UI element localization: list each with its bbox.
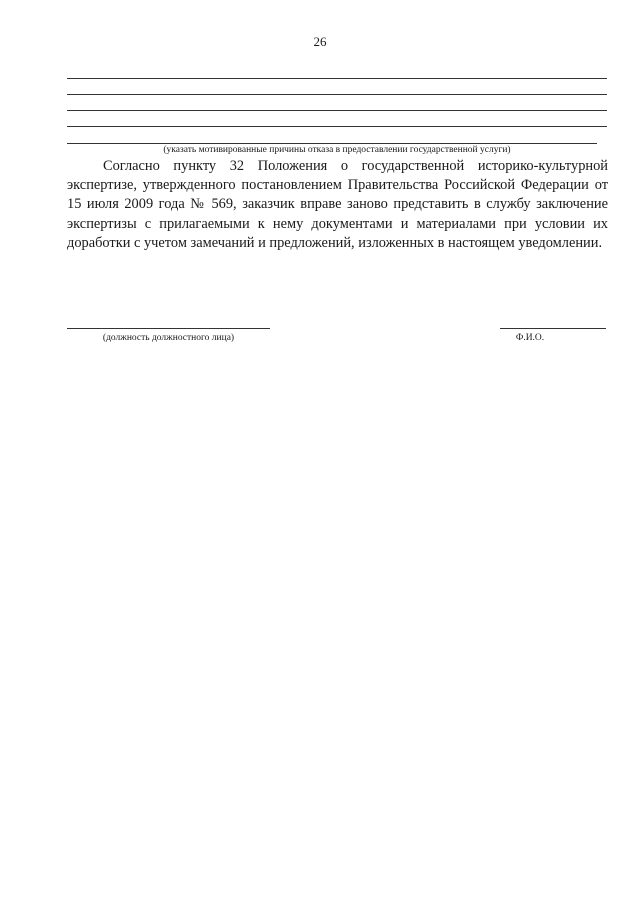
name-signature-line xyxy=(500,328,606,329)
blank-line-3 xyxy=(67,110,607,111)
name-caption: Ф.И.О. xyxy=(515,333,545,343)
refusal-reasons-caption: (указать мотивированные причины отказа в предоставлении государственной услуги) xyxy=(163,145,511,155)
blank-line-1 xyxy=(67,78,607,79)
blank-line-5 xyxy=(67,143,597,144)
main-paragraph: Согласно пункту 32 Положения о государственной историко-культурной экспертизе, утвержденного постановлением Правительства Российской Федерации от 15 июля 2009 года № 569, заказчик вправе заново представить в службу заключение экспертизы с прилагаемыми к нему документами и материалами при условии их доработки с учетом замечаний и предложений, изложенных в настоящем уведомлении. xyxy=(67,158,608,251)
blank-line-2 xyxy=(67,94,607,95)
page-number: 26 xyxy=(313,34,327,49)
position-signature-line xyxy=(67,328,270,329)
position-caption: (должность должностного лица) xyxy=(102,333,235,343)
blank-line-4 xyxy=(67,126,607,127)
